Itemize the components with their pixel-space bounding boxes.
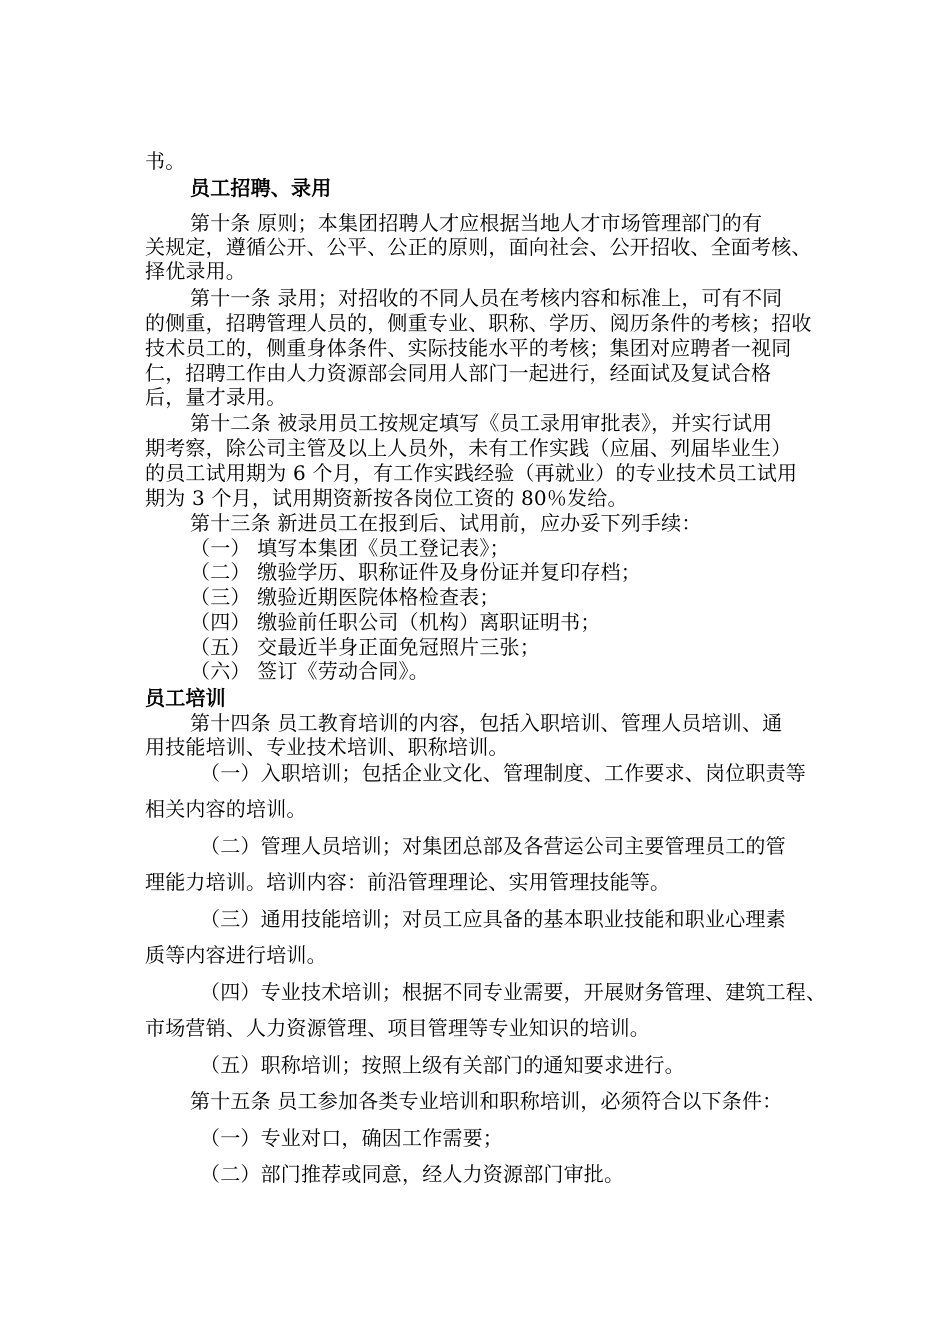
article-11-line-1: 第十一条 录用；对招收的不同人员在考核内容和标准上，可有不同 (190, 286, 783, 310)
article-12-line-1: 第十二条 被录用员工按规定填写《员工录用审批表》，并实行试用 (190, 411, 773, 435)
article-11-line-4: 仁，招聘工作由人力资源部会同用人部门一起进行，经面试及复试合格 (145, 361, 772, 385)
article-10-line-2: 关规定，遵循公开、公平、公正的原则，面向社会、公开招收、全面考核、 (145, 235, 812, 259)
article-14-item-5: （五）职称培训；按照上级有关部门的通知要求进行。 (200, 1053, 685, 1077)
section-heading-training: 员工培训 (145, 686, 226, 710)
article-13-line-1: 第十三条 新进员工在报到后、试用前，应办妥下列手续： (190, 511, 702, 535)
article-11-line-5: 后，量才录用。 (145, 385, 287, 409)
article-13-item-3: （三） 缴验近期医院体格检查表； (190, 585, 500, 609)
article-14-item-3-line-2: 质等内容进行培训。 (145, 943, 327, 967)
article-10-line-1: 第十条 原则；本集团招聘人才应根据当地人才市场管理部门的有 (190, 211, 763, 235)
article-11-line-2: 的侧重，招聘管理人员的，侧重专业、职称、学历、阅历条件的考核；招收 (145, 311, 812, 335)
text-line: 书。 (145, 149, 186, 173)
article-14-item-1-line-2: 相关内容的培训。 (145, 797, 307, 821)
section-heading-recruitment: 员工招聘、录用 (190, 176, 332, 200)
article-15-item-2: （二）部门推荐或同意，经人力资源部门审批。 (200, 1162, 625, 1186)
article-14-item-4-line-2: 市场营销、人力资源管理、项目管理等专业知识的培训。 (145, 1016, 650, 1040)
article-12-line-4: 期为 3 个月，试用期资新按各岗位工资的 80％发给。 (145, 486, 628, 510)
article-14-line-1: 第十四条 员工教育培训的内容，包括入职培训、管理人员培训、通 (190, 711, 783, 735)
article-11-line-3: 技术员工的，侧重身体条件、实际技能水平的考核；集团对应聘者一视同 (145, 336, 792, 360)
article-13-item-5: （五） 交最近半身正面免冠照片三张； (190, 635, 540, 659)
article-13-item-6: （六） 签订《劳动合同》。 (190, 659, 429, 683)
article-14-item-3-line-1: （三）通用技能培训；对员工应具备的基本职业技能和职业心理素 (200, 907, 786, 931)
article-12-line-3: 的员工试用期为 6 个月，有工作实践经验（再就业）的专业技术员工试用 (145, 461, 798, 485)
article-10-line-3: 择优录用。 (145, 259, 246, 283)
article-13-item-2: （二） 缴验学历、职称证件及身份证并复印存档； (190, 560, 641, 584)
article-13-item-1: （一） 填写本集团《员工登记表》； (190, 536, 510, 560)
article-15-line-1: 第十五条 员工参加各类专业培训和职称培训，必须符合以下条件： (190, 1089, 783, 1113)
article-13-item-4: （四） 缴验前任职公司（机构）离职证明书； (190, 610, 601, 634)
article-15-item-1: （一）专业对口，确因工作需要； (200, 1126, 503, 1150)
article-12-line-2: 期考察，除公司主管及以上人员外，未有工作实践（应届、列届毕业生） (145, 436, 792, 460)
article-14-item-2-line-2: 理能力培训。培训内容：前沿管理理论、实用管理技能等。 (145, 870, 671, 894)
article-14-item-4-line-1: （四）专业技术培训；根据不同专业需要，开展财务管理、建筑工程、 (200, 980, 827, 1004)
article-14-item-1-line-1: （一）入职培训；包括企业文化、管理制度、工作要求、岗位职责等 (200, 761, 806, 785)
article-14-item-2-line-1: （二）管理人员培训；对集团总部及各营运公司主要管理员工的管 (200, 834, 786, 858)
article-14-line-2: 用技能培训、专业技术培训、职称培训。 (145, 735, 509, 759)
